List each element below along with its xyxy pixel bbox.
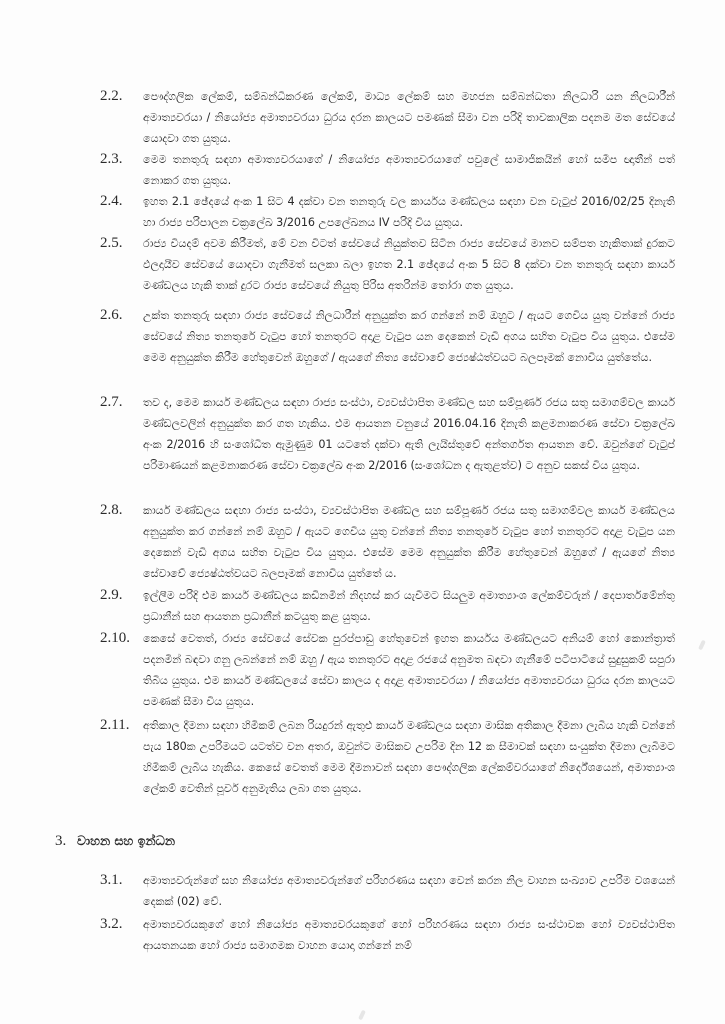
clause-2-6 bbox=[100, 305, 675, 368]
clause-text: උක්ත තනතුරු සඳහා රාජ්‍ය සේවයේ නිලධාරීන් අනුයුක්ත කර ගන්නේ නම් ඔහුට / ඇයට ගෙවිය යුතු වන්නේ රාජ්‍ය සේවයේ නිත්‍ය තනතුරේ වැටුප හෝ තනතුරට අදාළ වැටුප යන දෙකෙන් වැඩි අගය සහිත වැටුප විය යුතුය. එසේම මෙම අනුයුක්ත කිරීම හේතුවෙන් ඔහුගේ / ඇයගේ නිත්‍ය සේවාවේ ජ්‍යෙෂ්ඨත්වයට බලපෑමක් නොවිය යුත්තේය. bbox=[143, 309, 675, 364]
clause-number: 2.10. bbox=[100, 630, 130, 646]
clause-2-9 bbox=[100, 585, 675, 627]
clause-number: 2.4. bbox=[100, 193, 123, 209]
clause-3-2 bbox=[100, 914, 675, 956]
clause-2-2 bbox=[100, 86, 675, 149]
clause-text: කෙසේ වෙතත්, රාජ්‍ය සේවයේ සේවක පුරප්පාඩු හේතුවෙන් ඉහත කාර්යය මණ්ඩලයට අනියම් හෝ කොන්ත්‍රාත් පදනමින් බඳවා ගනු ලබන්නේ නම් ඔහු / ඇය තනතුරට අදාළ රජයේ අනුමත බඳවා ගැනීමේ පටිපාටියේ සුදුසුකම් සපුරා තිබිය යුතුය. එම කාර්ය මණ්ඩලයේ සේවා කාලය ද අදාළ අමාත්‍යවරයා / නියෝජ්‍ය අමාත්‍යවරයා ධුරය දරන කාලයට පමණක් සීමා විය යුතුය. bbox=[143, 632, 675, 708]
scan-speck bbox=[698, 640, 706, 651]
clause-number: 2.8. bbox=[100, 502, 123, 518]
clause-number: 3.2. bbox=[100, 916, 123, 932]
clause-text: කාර්ය මණ්ඩලය සඳහා රාජ්‍ය සංස්ථා, ව්‍යවස්ථාපිත මණ්ඩල සහ සම්පූර්ණ රජය සතු සමාගම්වල කාර්ය මණ්ඩලය අනුයුක්ත කර ගන්නේ නම් ඔහුට / ඇයට ගෙවිය යුතු වන්නේ නිත්‍ය තනතුරේ වැටුප හෝ තනතුරට අදාළ වැටුප යන දෙකෙන් වැඩි අගය සහිත වැටුප විය යුතුය. එසේම මෙම අනුයුක්ත කිරීම හේතුවෙන් ඔහුගේ / ඇයගේ නිත්‍ය සේවාවේ ජ්‍යෙෂ්ඨත්වයට බලපෑමක් නොවිය යුත්තේ ය. bbox=[143, 504, 675, 580]
scan-speck bbox=[358, 1010, 366, 1021]
clause-2-8 bbox=[100, 500, 675, 584]
clause-text: අමාත්‍යවරයකුගේ හෝ නියෝජ්‍ය අමාත්‍යවරයකුගේ හෝ පරිහරණය සඳහා රාජ්‍ය සංස්ථාවක හෝ ව්‍යවස්ථාපිත ආයතනයක හෝ රාජ්‍ය සමාගමක වාහන යොදා ගන්නේ නම් bbox=[143, 918, 675, 952]
clause-2-10 bbox=[100, 628, 675, 712]
clause-number: 3.1. bbox=[100, 872, 123, 888]
clause-number: 2.2. bbox=[100, 88, 123, 104]
clause-number: 2.11. bbox=[100, 717, 130, 733]
clause-number: 2.5. bbox=[100, 235, 123, 251]
section-number: 3. bbox=[55, 833, 67, 849]
clause-text: පෞද්ගලික ලේකම්, සම්බන්ධීකරණ ලේකම්, මාධ්‍ය ලේකම් සහ මහජන සම්බන්ධතා නිලධාරි යන නිලධාරීන් අමාත්‍යවරයා / නියෝජ්‍ය අමාත්‍යවරයා ධුරය දරන කාලයට පමණක් සීමා වන පරිදි තාවකාලික පදනම මත සේවයේ යොදවා ගත යුතුය. bbox=[143, 90, 675, 145]
clause-2-5 bbox=[100, 233, 675, 296]
section-3-heading bbox=[55, 830, 175, 852]
clause-number: 2.6. bbox=[100, 307, 123, 323]
clause-2-3 bbox=[100, 149, 675, 191]
clause-2-11 bbox=[100, 715, 675, 799]
clause-text: අමාත්‍යවරුන්ගේ සහ නියෝජ්‍ය අමාත්‍යවරුන්ගේ පරිහරණය සඳහා වෙන් කරන නිල වාහන සංඛ්‍යාව උපරිම වශයෙන් දෙකක් (02) වේ. bbox=[143, 874, 675, 908]
clause-text: තව ද, මෙම කාර්ය මණ්ඩලය සඳහා රාජ්‍ය සංස්ථා, ව්‍යවස්ථාපිත මණ්ඩල සහ සම්පූර්ණ රජය සතු සමාගම්වල කාර්ය මණ්ඩලවලින් අනුයුක්ත කර ගත හැකිය. එම ආයතන වනුයේ 2016.04.16 දිනැති කළමනාකරණ සේවා චක්‍රලේඛ අංක 2/2016 හි සංශෝධිත ඇමුණුම 01 යටතේ දක්වා ඇති ලැයිස්තුවේ අන්තර්ගත ආයතන වේ. ඔවුන්ගේ වැටුප් පරිමාණයන් කළමනාකරණ සේවා චක්‍රලේඛ අංක 2/2016 (සංශෝධන ද ඇතුළත්ව) ට අනුව සකස් විය යුතුය. bbox=[143, 396, 675, 472]
clause-number: 2.3. bbox=[100, 151, 123, 167]
clause-text: මෙම තනතුරු සඳහා අමාත්‍යවරයාගේ / නියෝජ්‍ය අමාත්‍යවරයාගේ පවුලේ සාමාජිකයින් හෝ සමීප ඥාතීන් පත් නොකර ගත යුතුය. bbox=[143, 153, 675, 187]
clause-number: 2.9. bbox=[100, 587, 123, 603]
clause-2-4 bbox=[100, 191, 675, 233]
clause-text: ඉල්ලීම පරිදි එම කාර්ය මණ්ඩලය කඩිනමින් නිදහස් කර යැවීමට සියලුම අමාත්‍යාංශ ලේකම්වරුන් / දෙපාර්තමේන්තු ප්‍රධානීන් සහ ආයතන ප්‍රධානීන් කටයුතු කළ යුතුය. bbox=[143, 589, 675, 623]
clause-text: අතිකාල දීමනා සඳහා හිමිකම් ලබන රියදුරන් ඇතුළු කාර්ය මණ්ඩලය සඳහා මාසික අතිකාල දීමනා ලැබිය හැකි වන්නේ පැය 180ක උපරිමයට යටත්ව වන අතර, ඔවුන්ට මාසිකව උපරිම දින 12 ක සීමාවක් සඳහා සංයුක්ත දීමනා ලැබීමට හිමිකම් ලැබිය හැකිය. කෙසේ වෙතත් මෙම දීමනාවන් සඳහා පෞද්ගලික ලේකම්වරයාගේ නිර්දේශයෙන්, අමාත්‍යාංශ ලේකම් වෙතින් පූර්ව අනුමැතිය ලබා ගත යුතුය. bbox=[143, 719, 675, 795]
clause-3-1 bbox=[100, 870, 675, 912]
section-title: වාහන සහ ඉන්ධන bbox=[77, 833, 176, 848]
clause-text: රාජ්‍ය වියදම් අවම කිරීමත්, මේ වන විටත් සේවයේ නියුක්තව සිටින රාජ්‍ය සේවයේ මානව සම්පත හැකිතාක් දුරකට ඵලදායීව සේවයේ යොදවා ගැනීමත් සලකා බලා ඉහත 2.1 ඡේදයේ අංක 5 සිට 8 දක්වා වන තනතුරු සඳහා කාර්ය මණ්ඩලය හැකි තාක් දුරට රාජ්‍ය සේවයේ නියුතු පිරිස අතරින්ම තෝරා ගත යුතුය. bbox=[143, 237, 675, 292]
clause-2-7 bbox=[100, 392, 675, 476]
clause-number: 2.7. bbox=[100, 394, 123, 410]
clause-text: ඉහත 2.1 ඡේදයේ අංක 1 සිට 4 දක්වා වන තනතුරු වල කාර්යය මණ්ඩලය සඳහා වන වැටුප් 2016/02/25 දිනැති හා රාජ්‍ය පරිපාලන චක්‍රලේඛ 3/2016 උපලේඛනය IV පරිදි විය යුතුය. bbox=[143, 195, 675, 229]
